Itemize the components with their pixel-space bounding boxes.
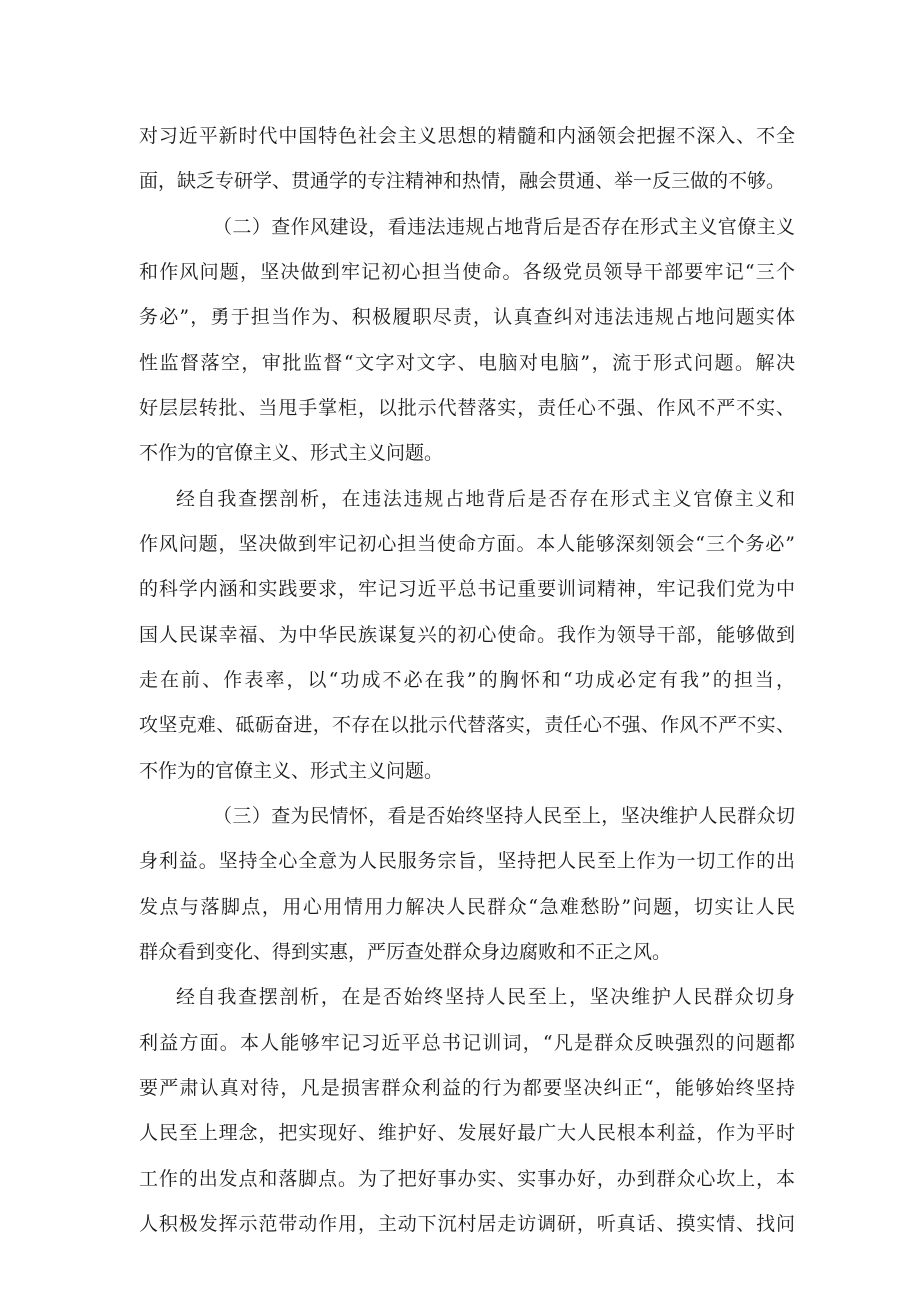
section-heading-line: （二）查作风建设，看违法违规占地背后是否存在形式主义官僚主义	[213, 216, 795, 238]
text-line: 攻坚克难、砥砺奋进，不存在以批示代替落实，责任心不强、作风不严不实、	[139, 714, 795, 736]
text-line: 国人民谋幸福、为中华民族谋复兴的初心使命。我作为领导干部，能够做到	[139, 624, 795, 646]
section-heading-line: （三）查为民情怀，看是否始终坚持人民至上，坚决维护人民群众切	[213, 805, 795, 827]
text-line: 作风问题，坚决做到牢记初心担当使命方面。本人能够深刻领会“三个务必”	[139, 533, 795, 555]
text-line: 利益方面。本人能够牢记习近平总书记训词，“凡是群众反映强烈的问题都	[139, 1032, 795, 1054]
text-line: 不作为的官僚主义、形式主义问题。	[139, 442, 444, 464]
text-line: 性监督落空，审批监督“文字对文字、电脑对电脑”，流于形式问题。解决	[139, 352, 795, 374]
text-line: 群众看到变化、得到实惠，严厉查处群众身边腐败和不正之风。	[139, 941, 672, 963]
text-line: 不作为的官僚主义、形式主义问题。	[139, 760, 444, 782]
text-line: 的科学内涵和实践要求，牢记习近平总书记重要训词精神，牢记我们党为中	[139, 578, 795, 600]
text-line: 身利益。坚持全心全意为人民服务宗旨，坚持把人民至上作为一切工作的出	[139, 850, 795, 872]
text-line: 走在前、作表率，以“功成不必在我”的胸怀和“功成必定有我”的担当，	[139, 669, 795, 691]
text-line: 面，缺乏专研学、贯通学的专注精神和热情，融会贯通、举一反三做的不够。	[139, 170, 786, 192]
text-line: 好层层转批、当甩手掌柜，以批示代替落实，责任心不强、作风不严不实、	[139, 397, 795, 419]
text-line: 要严肃认真对待，凡是损害群众利益的行为都要坚决纠正“，能够始终坚持	[139, 1077, 795, 1099]
text-line: 务必”，勇于担当作为、积极履职尽责，认真查纠对违法违规占地问题实体	[139, 306, 795, 328]
text-line: 经自我查摆剖析，在违法违规占地背后是否存在形式主义官僚主义和	[176, 488, 795, 510]
text-line: 经自我查摆剖析，在是否始终坚持人民至上，坚决维护人民群众切身	[176, 986, 795, 1008]
text-line: 人民至上理念，把实现好、维护好、发展好最广大人民根本利益，作为平时	[139, 1122, 795, 1144]
text-line: 工作的出发点和落脚点。为了把好事办实、实事办好，办到群众心坎上，本	[139, 1168, 795, 1190]
text-line: 对习近平新时代中国特色社会主义思想的精髓和内涵领会把握不深入、不全	[139, 125, 795, 147]
text-line: 人积极发挥示范带动作用，主动下沉村居走访调研，听真话、摸实情、找问	[139, 1213, 795, 1235]
text-line: 发点与落脚点，用心用情用力解决人民群众“急难愁盼”问题，切实让人民	[139, 896, 795, 918]
text-line: 和作风问题，坚决做到牢记初心担当使命。各级党员领导干部要牢记“三个	[139, 261, 795, 283]
